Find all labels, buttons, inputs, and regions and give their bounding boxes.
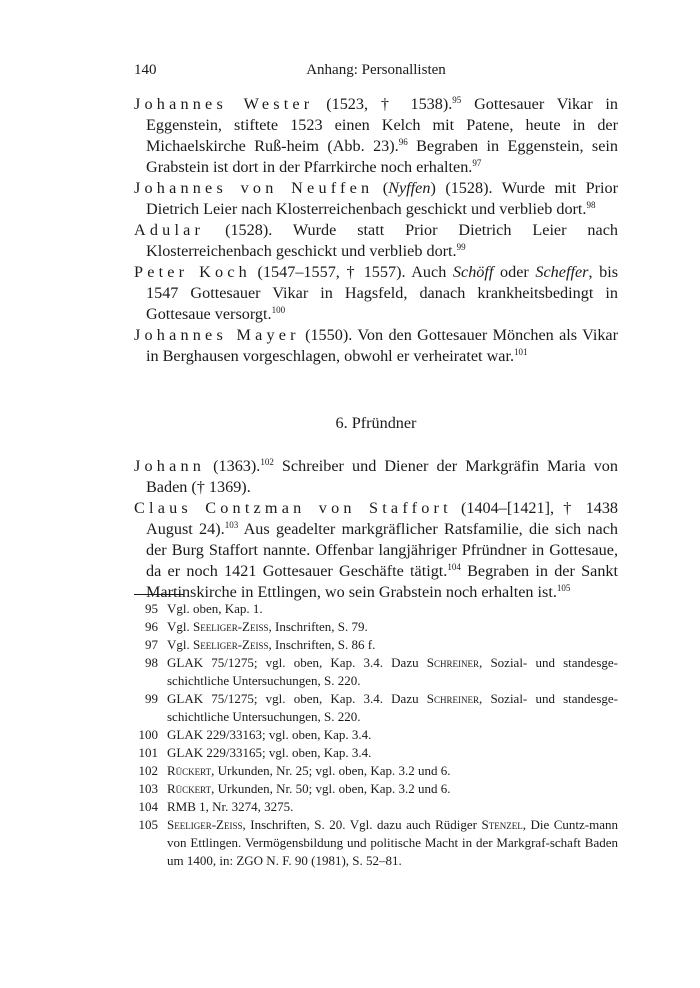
author-name: Schreiner [426,691,480,706]
page-number: 140 [134,62,157,78]
footnote-text: RMB 1, Nr. 3274, 3275. [167,799,294,814]
author-name: Seeliger-Zeiss [193,619,269,634]
footnote-ref: 103 [224,520,239,530]
footnote-number: 101 [138,745,158,760]
footnote-text: , Urkunden, Nr. 50; vgl. oben, Kap. 3.2 und 6. [211,781,451,796]
running-head [134,62,618,82]
entry-text: (1547–1557, † 1557). Auch [250,263,453,281]
footnotes [134,600,618,870]
footnote-number: 102 [138,763,158,778]
entry-text: ( [373,179,389,197]
footnote-ref: 100 [271,305,286,315]
entry-johannes-wester [134,94,618,178]
footnote-text: , Inschriften, S. 86 f. [268,637,376,652]
entry-johannes-von-neuffen [134,178,618,220]
footnote-number: 103 [138,781,158,796]
entry-johann [134,456,618,498]
entry-text: Begraben in der Sankt Martinskirche in Ettlingen, wo sein Grabstein noch erhalten ist. [146,562,618,601]
footnote-text: GLAK 229/33163; vgl. oben, Kap. 3.4. [167,727,372,742]
footnote-ref: 99 [456,242,466,252]
footnote-number: 98 [145,655,158,670]
person-name: Johannes Wester [134,95,314,113]
footnote-ref: 97 [472,158,482,168]
entry-text: (1404–[1421], † 1438 August 24). [146,499,619,538]
entry-text: (1523, † 1538). [313,95,453,113]
author-name: Seeliger-Zeiss [167,817,243,832]
entry-text: (1550). Von den Gottesauer Mönchen als Vikar in Berghausen vorgeschlagen, obwohl er verheiratet war. [146,326,618,365]
footnote [134,654,618,690]
footnote-text: , Die Cuntz-mann von Ettlingen. Vermögensbildung und politische Macht in der Markgraf-schaft Baden um 1400, in: ZGO N. F. 90 (1981), S. 52–81. [167,817,618,868]
footnote [134,762,618,780]
entry-peter-koch [134,262,618,325]
entry-text: ) (1528). Wurde mit Prior Dietrich Leier nach Klosterreichenbach geschickt und verblieb dort. [146,179,619,218]
author-name: Rückert [167,763,212,778]
footnote-number: 96 [145,619,158,634]
person-name: Johannes von Neuffen [134,179,374,197]
author-name: Seeliger-Zeiss [193,637,269,652]
running-title: Anhang: Personallisten [306,62,446,78]
footnote [134,798,618,816]
section-title: 6. Pfründner [335,414,417,432]
footnote [134,690,618,726]
footnote-ref: 101 [514,347,528,357]
footnote-text: GLAK 75/1275; vgl. oben, Kap. 3.4. Dazu [167,655,427,670]
footnote-ref: 98 [586,200,596,210]
footnote [134,600,618,618]
footnote-text: Vgl. [167,637,193,652]
footnote-number: 100 [138,727,158,742]
footnote-text: GLAK 229/33165; vgl. oben, Kap. 3.4. [167,745,372,760]
footnote [134,816,618,870]
footnote-ref: 105 [556,583,571,593]
footnote-number: 99 [145,691,158,706]
footnote-number: 97 [145,637,158,652]
person-name: Adular [134,221,205,239]
footnote-ref: 95 [452,95,462,105]
footnote-number: 105 [138,817,158,832]
footnote-ref: 102 [260,457,274,467]
footnote [134,636,618,654]
footnote-text: , Urkunden, Nr. 25; vgl. oben, Kap. 3.2 und 6. [211,763,451,778]
footnote-number: 95 [145,601,158,616]
footnote-text: , Sozial- und standesge-schichtliche Untersuchungen, S. 220. [167,691,618,724]
entry-claus-contzman [134,498,618,603]
entry-text: , bis 1547 Gottesauer Vikar in Hagsfeld, danach krankheitsbedingt in Gottesaue versorgt. [146,263,618,323]
footnote-text: , Inschriften, S. 20. Vgl. dazu auch Rüdiger [242,817,482,832]
entry-text: (1528). Wurde statt Prior Dietrich Leier nach Klosterreichenbach geschickt und verblieb dort. [146,221,618,260]
footnote [134,618,618,636]
footnote-text: Vgl. [167,619,193,634]
main-text [134,94,618,603]
name-variant: Nyffen [388,179,431,197]
entry-text: (1363). [205,457,261,475]
entry-text: Schreiber und Diener der Markgräfin Maria von Baden († 1369). [146,457,618,496]
footnote [134,744,618,762]
entry-adular [134,220,618,262]
footnote-text: GLAK 75/1275; vgl. oben, Kap. 3.4. Dazu [167,691,427,706]
author-name: Stenzel [481,817,523,832]
author-name: Schreiner [426,655,480,670]
footnote-text: Vgl. oben, Kap. 1. [167,601,263,616]
person-name: Johannes Mayer [134,326,300,344]
footnote [134,726,618,744]
author-name: Rückert [167,781,212,796]
footnote [134,780,618,798]
person-name: Claus Contzman von Staffort [134,499,452,517]
name-variant: Schöff [452,263,494,281]
entry-text: Begraben in Eggenstein, sein Grabstein ist dort in der Pfarrkirche noch erhalten. [146,137,619,176]
footnote-text: , Sozial- und standesge-schichtliche Untersuchungen, S. 220. [167,655,618,688]
entry-text: Gottesauer Vikar in Eggenstein, stiftete 1523 einen Kelch mit Patene, heute in der Michaelskirche Ruß-heim (Abb. 23). [146,95,619,155]
entry-johannes-mayer [134,325,618,367]
entry-text: oder [493,263,536,281]
footnote-ref: 104 [447,562,461,572]
footnote-rule [134,594,184,595]
entry-text: Aus geadelter markgräflicher Ratsfamilie, die sich nach der Burg Staffort nannte. Offenbar langjähriger Pfründner in Gottesaue, da er noch 1421 Gottesauer Geschäfte tätigt. [146,520,618,580]
footnote-ref: 96 [398,137,408,147]
footnote-number: 104 [138,799,158,814]
footnote-text: , Inschriften, S. 79. [268,619,368,634]
person-name: Johann [134,457,206,475]
name-variant: Scheffer [535,263,589,281]
person-name: Peter Koch [134,263,251,281]
